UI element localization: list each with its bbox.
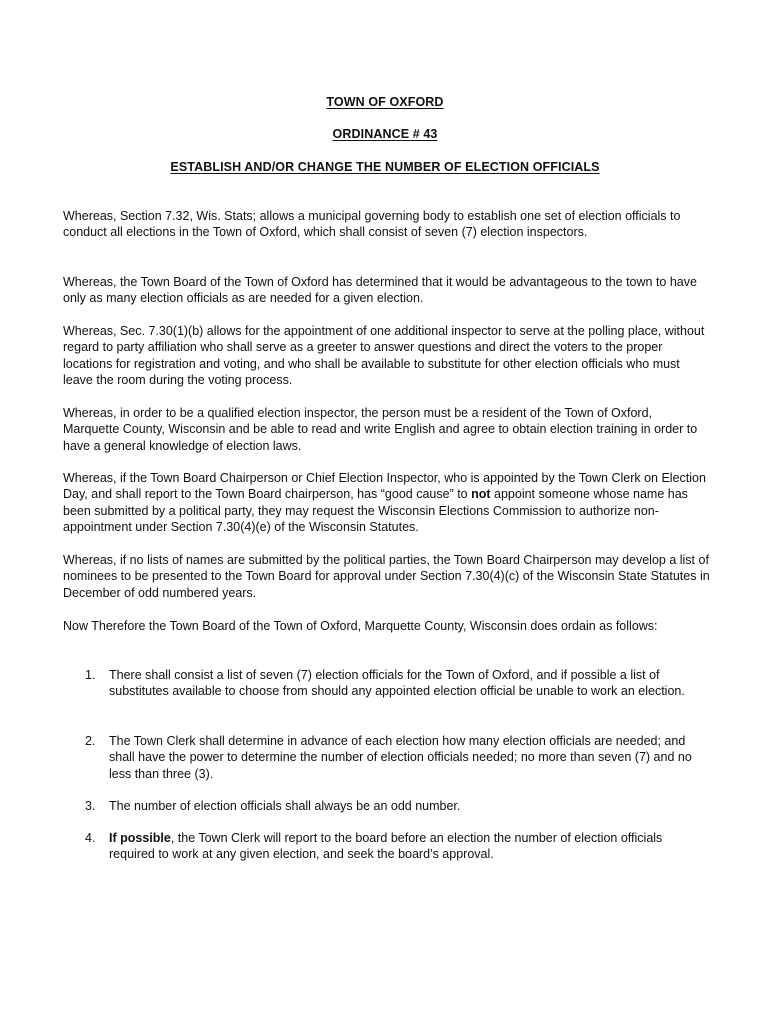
list-item-3: [85, 798, 711, 814]
whereas-paragraph-1: Whereas, Section 7.32, Wis. Stats; allows a municipal governing body to establish one set of election officials to conduct all elections in the Town of Oxford, which shall consist of seven (7) election inspectors.: [63, 209, 681, 240]
whereas-paragraph-6: Whereas, if no lists of names are submitted by the political parties, the Town Board Chairperson may develop a list of nominees to be presented to the Town Board for approval under Section 7.30(4)(c) of the Wisconsin State Statutes in December of odd numbered years.: [63, 553, 710, 600]
whereas-paragraph-5-text-a: Whereas, if the Town Board Chairperson or Chief Election Inspector, who is appointed by the Town Clerk on Election Day, and shall report to the Town Board chairperson, has “good cause” to: [63, 471, 706, 502]
whereas-paragraph-2: Whereas, the Town Board of the Town of Oxford has determined that it would be advantageous to the town to have only as many election officials as are needed for a given election.: [63, 275, 697, 306]
list-item-text: [109, 830, 711, 863]
list-item-number: 1.: [85, 668, 96, 682]
list-item-4: [85, 830, 711, 863]
whereas-paragraph-3: Whereas, Sec. 7.30(1)(b) allows for the appointment of one additional inspector to serve at the polling place, without regard to party affiliation who shall serve as a greeter to answer questions and direct the voters to the proper locations for registration and voting, and who shall be available to substitute for other election officials who must leave the room during the voting process.: [63, 324, 705, 388]
whereas-paragraph-5: [63, 470, 711, 536]
list-item-emphasis: If possible: [109, 831, 171, 845]
list-item-2: [85, 733, 711, 782]
whereas-paragraph-4: Whereas, in order to be a qualified election inspector, the person must be a resident of the Town of Oxford, Marquette County, Wisconsin and be able to read and write English and agree to obtain election training in order to have a general knowledge of election laws.: [63, 406, 698, 453]
list-item-text-rest: , the Town Clerk will report to the board before an election the number of election officials required to work at any given election, and seek the board’s approval.: [109, 831, 663, 862]
whereas-paragraph-5-text-b: appoint someone whose name has been submitted by a political party, they may request the Wisconsin Elections Commission to authorize non-appointment under Section 7.30(4)(e) of the Wisconsin Statutes.: [63, 487, 688, 535]
whereas-paragraph-5-emphasis: not: [471, 487, 491, 502]
list-item-text: The Town Clerk shall determine in advance of each election how many election officials are needed; and shall have the power to determine the number of election officials needed; no more than seven (7) and no less than three (3).: [109, 734, 692, 781]
town-heading: TOWN OF OXFORD: [326, 95, 444, 109]
ordinance-number-heading: ORDINANCE # 43: [332, 127, 438, 141]
list-item-text: There shall consist a list of seven (7) election officials for the Town of Oxford, and if possible a list of substitutes available to choose from should any appointed election official be unable to work an election.: [109, 668, 685, 699]
list-item-text: The number of election officials shall always be an odd number.: [109, 799, 461, 813]
ordinance-title-heading: ESTABLISH AND/OR CHANGE THE NUMBER OF ELECTION OFFICIALS: [170, 160, 600, 174]
list-item-number: 2.: [85, 734, 96, 748]
list-item-number: 3.: [85, 799, 96, 813]
list-item-1: [85, 667, 711, 700]
list-item-number: 4.: [85, 831, 96, 845]
now-therefore-paragraph: Now Therefore the Town Board of the Town of Oxford, Marquette County, Wisconsin does ordain as follows:: [63, 619, 658, 633]
